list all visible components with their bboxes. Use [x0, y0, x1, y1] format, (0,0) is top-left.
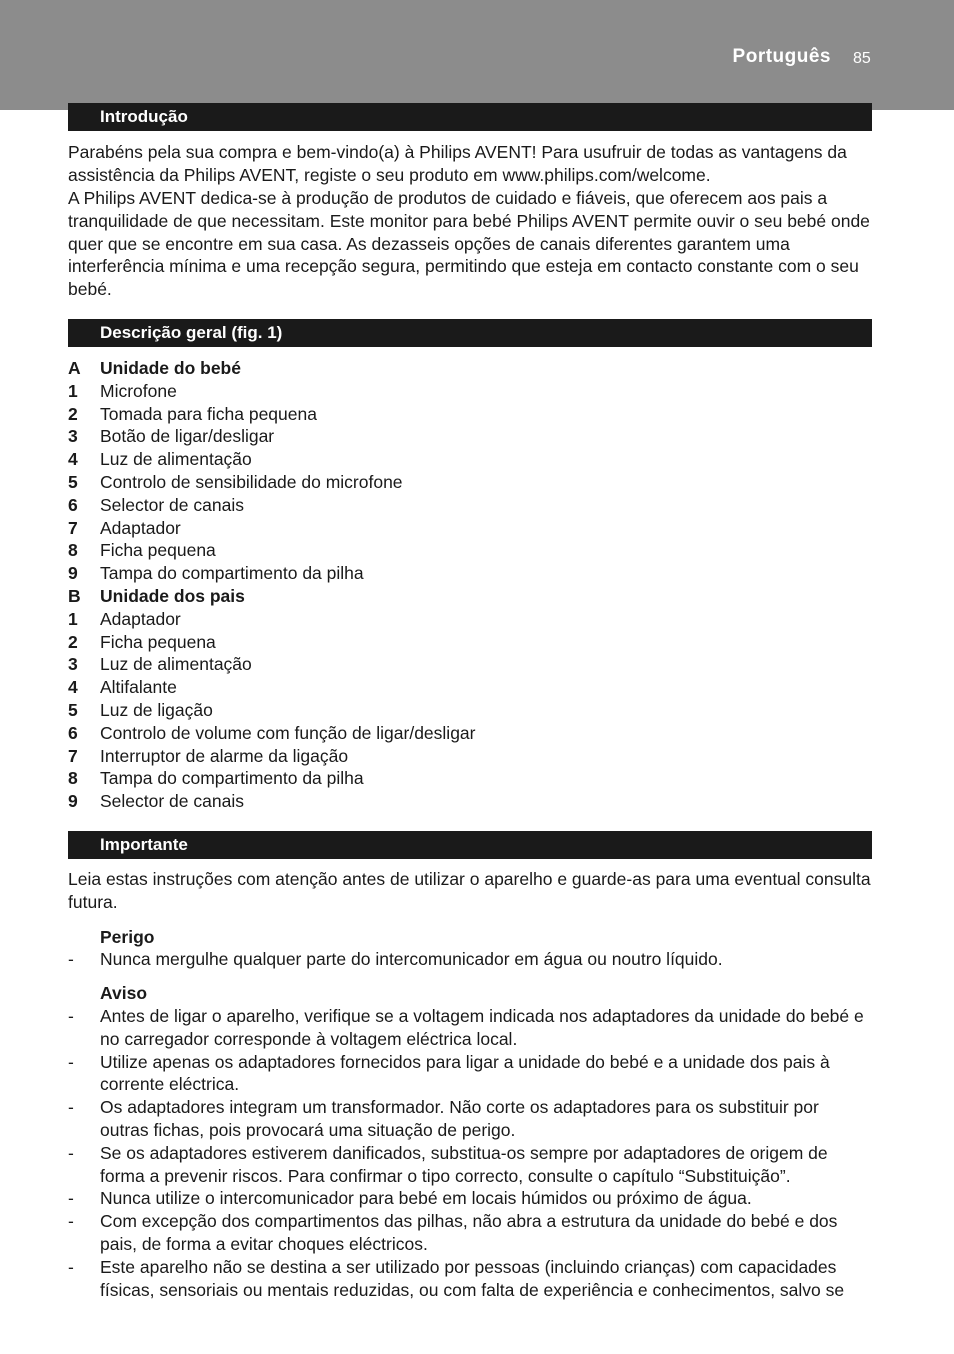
overview-item	[68, 539, 872, 562]
overview-item-label: Tampa do compartimento da pilha	[100, 768, 364, 789]
overview-item-label: Tampa do compartimento da pilha	[100, 563, 364, 584]
warning-heading: Aviso	[100, 983, 148, 1003]
overview-item	[68, 425, 872, 448]
bullet-text: Com excepção dos compartimentos das pilhas, não abra a estrutura da unidade do bebé e dos pais, de forma a evitar choques eléctricos.	[100, 1211, 838, 1254]
page-number: 85	[853, 50, 871, 67]
bullet-text: Antes de ligar o aparelho, verifique se a voltagem indicada nos adaptadores da unidade do bebé e no carregador corresponde à voltagem eléctrica local.	[100, 1006, 864, 1049]
warning-item	[68, 1210, 872, 1256]
overview-item	[68, 380, 872, 403]
overview-item-label: Unidade dos pais	[100, 585, 245, 606]
overview-item-key: 2	[68, 631, 78, 652]
overview-item-label: Adaptador	[100, 517, 181, 538]
warning-item	[68, 1005, 872, 1051]
warning-item	[68, 1142, 872, 1188]
bullet-text: Este aparelho não se destina a ser utilizado por pessoas (incluindo crianças) com capacidades físicas, sensoriais ou mentais reduzidas, ou com falta de experiência e conhecimentos, salvo se	[100, 1256, 845, 1300]
overview-item-label: Luz de alimentação	[100, 654, 252, 675]
overview-item-key: 3	[68, 654, 78, 675]
bullet-text: Nunca mergulhe qualquer parte do intercomunicador em água ou noutro líquido.	[100, 949, 723, 969]
overview-item-key: 8	[68, 540, 78, 561]
overview-item-key: 4	[68, 449, 78, 470]
overview-item-label: Luz de ligação	[100, 699, 213, 720]
page-header	[0, 0, 954, 110]
overview-item-key: 5	[68, 471, 78, 492]
danger-item	[68, 948, 872, 971]
intro-paragraph-1: Parabéns pela sua compra e bem-vindo(a) à Philips AVENT! Para usufruir de todas as vantagens da assistência da Philips AVENT, registe o seu produto em www.philips.com/welcome.	[68, 142, 847, 185]
overview-item	[68, 722, 872, 745]
overview-item-key: 5	[68, 699, 78, 720]
warning-item	[68, 1256, 872, 1302]
section-heading-introduction: Introdução	[68, 103, 872, 131]
overview-item-key: 6	[68, 722, 78, 743]
overview-item-label: Ficha pequena	[100, 631, 216, 652]
overview-item-key: 9	[68, 563, 78, 584]
bullet-dash: -	[68, 1188, 74, 1209]
overview-item	[68, 631, 872, 654]
overview-item-key: 6	[68, 494, 78, 515]
overview-item-label: Tomada para ficha pequena	[100, 403, 317, 424]
warning-list	[68, 1005, 872, 1301]
overview-item-label: Controlo de volume com função de ligar/desligar	[100, 722, 476, 743]
overview-item-label: Luz de alimentação	[100, 449, 252, 470]
bullet-dash: -	[68, 949, 74, 969]
bullet-text: Utilize apenas os adaptadores fornecidos para ligar a unidade do bebé e a unidade dos pais à corrente eléctrica.	[100, 1051, 830, 1095]
overview-item-label: Adaptador	[100, 608, 181, 629]
overview-item-label: Microfone	[100, 380, 177, 401]
overview-item-label: Botão de ligar/desligar	[100, 426, 275, 447]
overview-item-key: 1	[68, 608, 78, 629]
overview-item-label: Unidade do bebé	[100, 358, 241, 378]
bullet-dash: -	[68, 1051, 74, 1072]
bullet-text: Os adaptadores integram um transformador. Não corte os adaptadores para os substituir por outras fichas, pois provocará uma situação de perigo.	[100, 1097, 819, 1140]
overview-item	[68, 608, 872, 631]
bullet-dash: -	[68, 1256, 74, 1277]
overview-item	[68, 448, 872, 471]
overview-item	[68, 494, 872, 517]
overview-list	[68, 357, 872, 813]
overview-item-label: Interruptor de alarme da ligação	[100, 745, 349, 766]
bullet-text: Nunca utilize o intercomunicador para bebé em locais húmidos ou próximo de água.	[100, 1188, 752, 1209]
overview-item	[68, 676, 872, 699]
overview-item	[68, 562, 872, 585]
warning-item	[68, 1187, 872, 1210]
bullet-dash: -	[68, 1006, 74, 1026]
overview-item-key: 7	[68, 517, 78, 538]
language-title: Português	[732, 46, 831, 67]
danger-list	[68, 948, 872, 971]
overview-item	[68, 403, 872, 426]
overview-item-key: 4	[68, 677, 78, 698]
section-heading-important: Importante	[68, 831, 872, 859]
overview-item-key: 7	[68, 745, 78, 766]
overview-group-heading	[68, 585, 872, 608]
overview-item	[68, 699, 872, 722]
warning-item	[68, 1096, 872, 1142]
overview-item	[68, 745, 872, 768]
bullet-dash: -	[68, 1211, 74, 1232]
overview-item	[68, 517, 872, 540]
overview-group-heading	[68, 357, 872, 380]
overview-item	[68, 790, 872, 813]
warning-item	[68, 1051, 872, 1097]
overview-item	[68, 653, 872, 676]
overview-item-key: 9	[68, 791, 78, 812]
overview-item-key: A	[68, 358, 81, 378]
intro-paragraph-2: A Philips AVENT dedica-se à produção de produtos de cuidado e fiáveis, que oferecem aos pais a tranquilidade de que necessitam. Este monitor para bebé Philips AVENT permite ouvir o seu bebé onde quer que se encontre em sua casa. As dezasseis opções de canais diferentes garantem uma interferência mínima e uma recepção segura, permitindo que esteja em contacto constante com o seu bebé.	[68, 188, 870, 300]
overview-item-key: 2	[68, 403, 78, 424]
overview-item-label: Selector de canais	[100, 791, 244, 812]
overview-item-label: Controlo de sensibilidade do microfone	[100, 471, 403, 492]
overview-item-key: 3	[68, 426, 78, 447]
bullet-dash: -	[68, 1142, 74, 1163]
danger-heading: Perigo	[100, 927, 155, 947]
overview-item-label: Altifalante	[100, 677, 177, 698]
overview-item	[68, 767, 872, 790]
overview-item-label: Ficha pequena	[100, 540, 216, 561]
overview-item	[68, 471, 872, 494]
overview-item-label: Selector de canais	[100, 494, 244, 515]
section-heading-overview: Descrição geral (fig. 1)	[68, 319, 872, 347]
bullet-dash: -	[68, 1097, 74, 1118]
overview-item-key: 1	[68, 380, 78, 401]
overview-item-key: B	[68, 585, 81, 606]
overview-item-key: 8	[68, 768, 78, 789]
bullet-text: Se os adaptadores estiverem danificados, substitua-os sempre por adaptadores de origem de forma a prevenir riscos. Para confirmar o tipo correcto, consulte o capítulo “Substituição”.	[100, 1142, 828, 1186]
important-intro: Leia estas instruções com atenção antes de utilizar o aparelho e guarde-as para uma eventual consulta futura.	[68, 869, 871, 912]
